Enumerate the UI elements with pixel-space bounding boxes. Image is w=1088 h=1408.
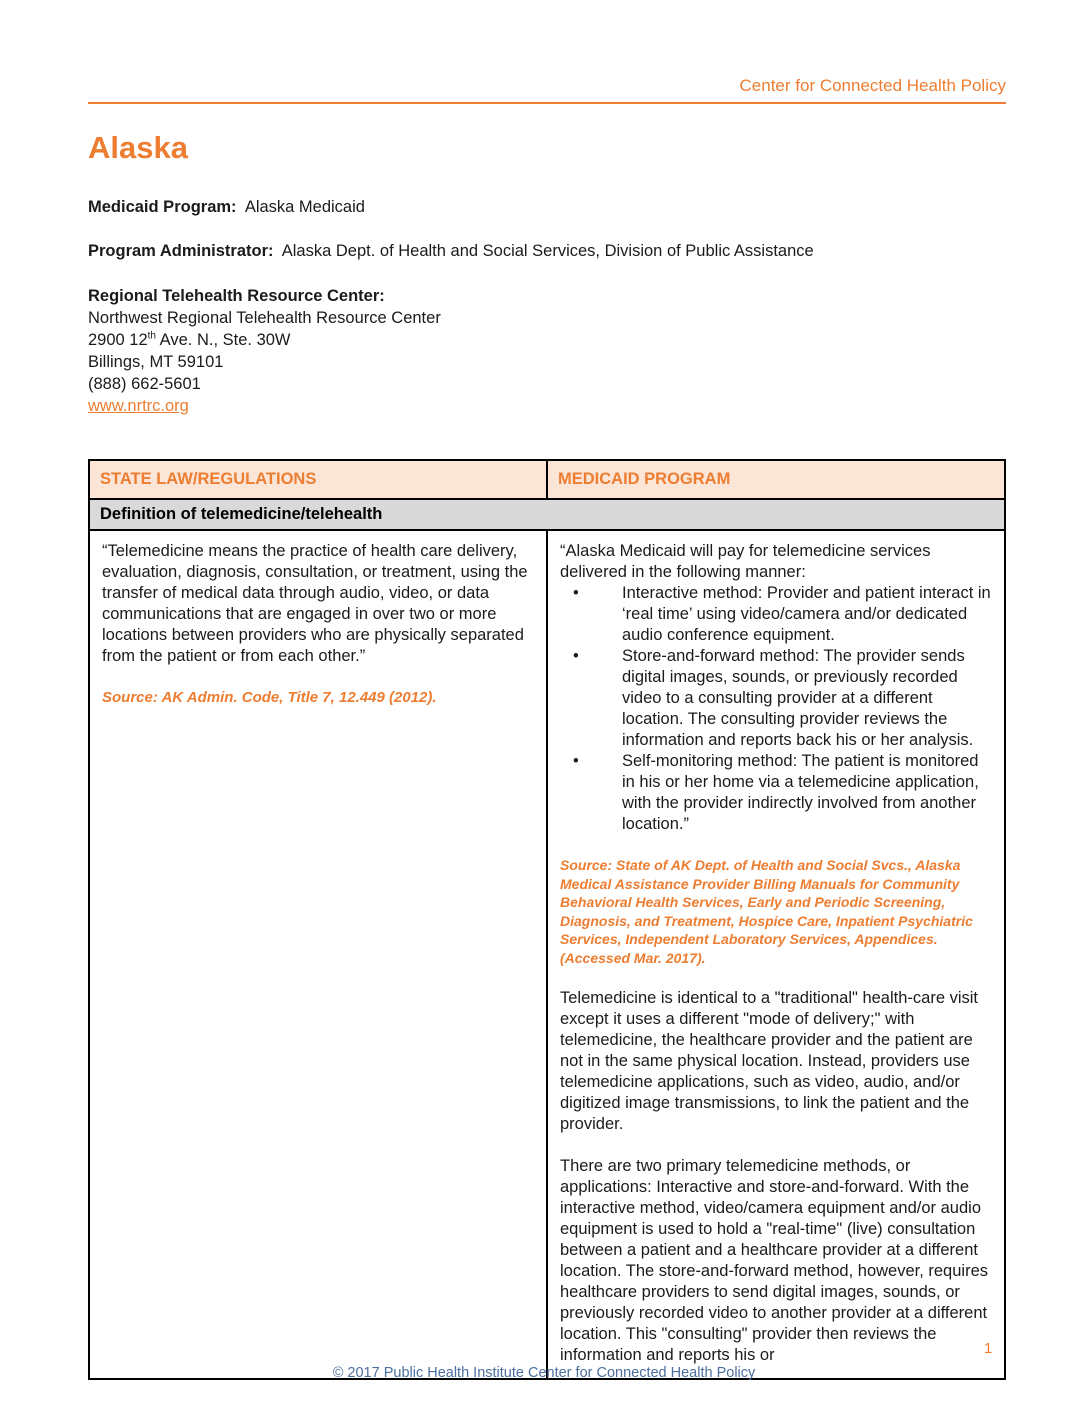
column-header-medicaid: MEDICAID PROGRAM [547,460,1005,499]
medicaid-paragraph-2: There are two primary telemedicine methods, or applications: Interactive and store-and-forward. With the interactive method, video/camera equipment and/or audio equipment is used to hold a "real-time" (live) consultation between a patient and a healthcare provider at a different location. The store-and-forward method, however, requires healthcare providers to send digital images, sounds, or previously recorded video to another provider at a different location. This "consulting" provider then reviews the information and reports his or [560,1157,989,1364]
column-header-state-law: STATE LAW/REGULATIONS [89,460,547,499]
footer-copyright: © 2017 Public Health Institute Center for Connected Health Policy [332,1365,756,1381]
rtrc-website-line [88,395,1006,417]
rtrc-city: Billings, MT 59101 [88,353,224,371]
rtrc-street-number: 2900 12 [88,331,148,349]
table-header-row [89,460,1005,499]
website-link[interactable]: www.nrtrc.org [88,397,189,415]
rtrc-street-rest: Ave. N., Ste. 30W [156,331,291,349]
telehealth-resource-center-block [88,285,1006,417]
medicaid-source: Source: State of AK Dept. of Health and Social Svcs., Alaska Medical Assistance Provider Billing Manuals for Community Behavioral Health Services, Early and Periodic Screening, Diagnosis, and Treatment, Hospice Care, Inpatient Psychiatric Services, Independent Laboratory Services, Appendices. (Accessed Mar. 2017). [560,857,973,966]
rtrc-name: Northwest Regional Telehealth Resource Center [88,309,441,327]
state-law-source: Source: AK Admin. Code, Title 7, 12.449 (2012). [102,689,437,706]
medicaid-methods-list [560,583,992,835]
page-number: 1 [984,1340,993,1357]
header-divider [88,102,1006,104]
table-body-row [89,530,1005,1379]
list-item: • Store-and-forward method: The provider sends digital images, sounds, or previously recorded video to a consulting provider at a different location. The consulting provider reviews the information and reports back his or her analysis. [622,646,992,751]
section-title: Definition of telemedicine/telehealth [89,499,1005,530]
brand-text: Center for Connected Health Policy [739,76,1006,95]
state-law-quote: “Telemedicine means the practice of health care delivery, evaluation, diagnosis, consultation, or treatment, using the transfer of medical data through audio, video, or data communications that are engaged in over two or more locations between providers who are physically separated from the patient or from each other.” [102,542,528,665]
page-title: Alaska [88,130,188,165]
medicaid-program-value: Alaska Medicaid [244,198,365,216]
list-item: • Self-monitoring method: The patient is monitored in his or her home via a telemedicine application, with the provider indirectly involved from another location.” [622,751,992,835]
medicaid-paragraph-1: Telemedicine is identical to a "traditional" health-care visit except it uses a different "mode of delivery;" with telemedicine, the healthcare provider and the patient are not in the same physical location. Instead, providers use telemedicine applications, such as video, audio, and/or digitized image transmissions, to link the patient and the provider. [560,989,979,1133]
rtrc-street-ordinal: th [147,330,156,342]
rtrc-street [88,329,1006,351]
rtrc-label: Regional Telehealth Resource Center: [88,287,385,305]
program-administrator-value: Alaska Dept. of Health and Social Services, Division of Public Assistance [281,242,814,260]
document-content [88,0,1006,1380]
program-administrator-label: Program Administrator: [88,242,274,260]
medicaid-intro: “Alaska Medicaid will pay for telemedicine services delivered in the following manner: [560,542,931,581]
rtrc-phone: (888) 662-5601 [88,375,201,393]
document-header [88,0,1006,96]
program-administrator-line [88,241,1006,262]
list-item: • Interactive method: Provider and patient interact in ‘real time’ using video/camera and/or dedicated audio conference equipment. [622,583,992,646]
table-section-row [89,499,1005,530]
medicaid-program-label: Medicaid Program: [88,198,237,216]
medicaid-cell [547,530,1005,1379]
policy-table [88,459,1006,1380]
medicaid-program-line [88,197,1006,218]
state-law-cell [89,530,547,1379]
